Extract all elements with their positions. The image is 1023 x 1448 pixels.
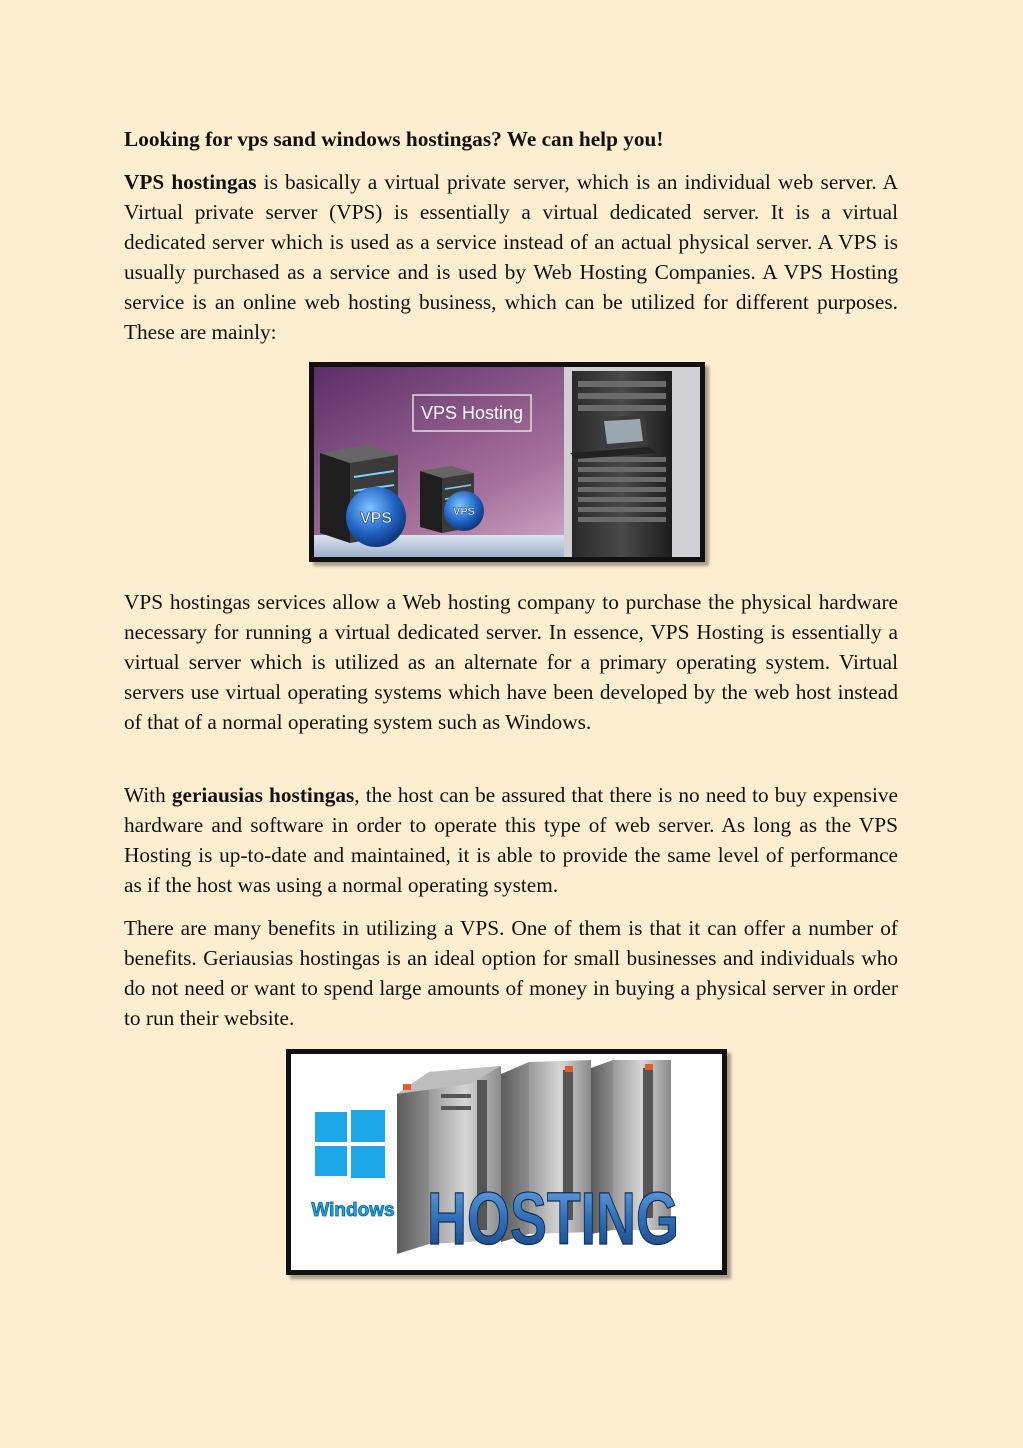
vps-hosting-image [309, 362, 705, 562]
paragraph-geriausias-pre: With [124, 783, 172, 807]
vps-hosting-banner-text: VPS Hosting [420, 403, 524, 423]
windows-hosting-image [286, 1049, 727, 1275]
windows-label: Windows [311, 1200, 395, 1221]
vps-globe-label-large: VPS [359, 510, 393, 527]
paragraph-intro [124, 167, 898, 347]
paragraph-geriausias-text: , the host can be assured that there is no need to buy expensive hardware and software in order to operate this type of web server. As long as the VPS Hosting is up-to-date and maintained, it is able to provide the same level of performance as if the host was using a normal operating system. [124, 783, 898, 897]
vps-globe-label-small: VPS [452, 506, 476, 518]
hosting-label: HOSTING [427, 1177, 679, 1260]
paragraph-benefits: There are many benefits in utilizing a VPS. One of them is that it can offer a number of benefits. Geriausias hostingas is an ideal option for small businesses and individuals who do not need or want to spend large amounts of money in buying a physical server in order to run their website. [124, 916, 898, 1030]
paragraph-services: VPS hostingas services allow a Web hosting company to purchase the physical hardware necessary for running a virtual dedicated server. In essence, VPS Hosting is essentially a virtual server which is utilized as an alternate for a primary operating system. Virtual servers use virtual operating systems which have been developed by the web host instead of that of a normal operating system such as Windows. [124, 590, 898, 734]
paragraph-geriausias [124, 780, 898, 900]
bold-term-geriausias-hostingas: geriausias hostingas [171, 783, 355, 807]
paragraph-intro-text: is basically a virtual private server, which is an individual web server. A Virtual private server (VPS) is essentially a virtual dedicated server. It is a virtual dedicated server which is used as a service instead of an actual physical server. A VPS is usually purchased as a service and is used by Web Hosting Companies. A VPS Hosting service is an online web hosting business, which can be utilized for different purposes. These are mainly: [124, 170, 899, 344]
page-heading: Looking for vps sand windows hostingas? We can help you! [124, 127, 664, 151]
bold-term-vps-hostingas: VPS hostingas [124, 170, 257, 194]
